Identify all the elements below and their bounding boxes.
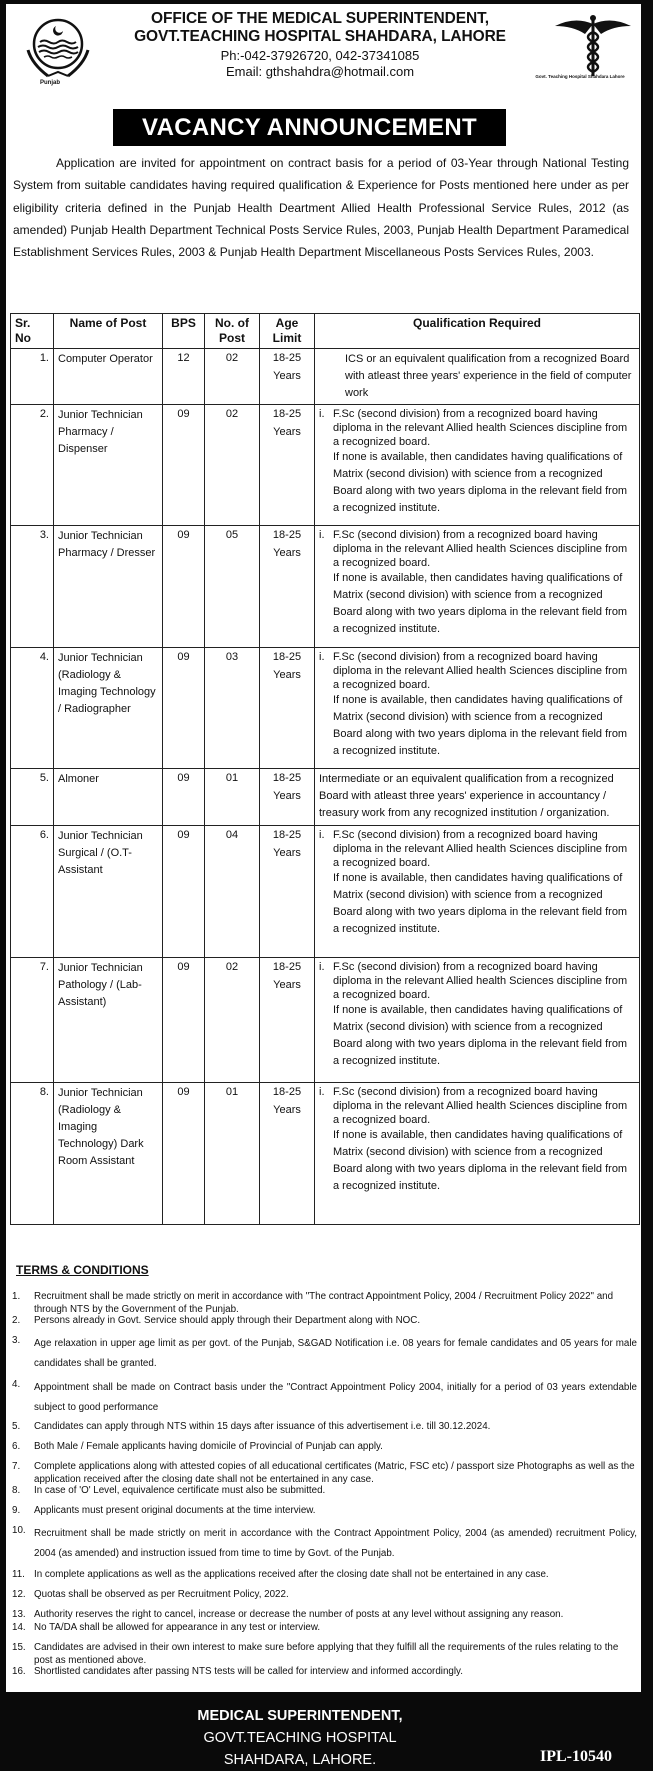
sr-number: 4. [11,648,54,769]
term-text: Authority reserves the right to cancel, increase or decrease the number of posts at any level without assigning any reason. [34,1609,564,1620]
term-item [12,1608,637,1621]
qualification-primary: F.Sc (second division) from a recognized board having diploma in the relevant Allied health Sciences discipline from a recognized board. [333,1086,628,1126]
sr-number: 8. [11,1083,54,1225]
table-row [11,405,640,526]
number-of-posts: 03 [205,648,260,769]
term-item [12,1621,637,1634]
age-limit [260,826,315,958]
age-limit [260,958,315,1083]
age-limit [260,648,315,769]
col-header-name: Name of Post [54,314,163,349]
table-row [11,526,640,648]
age-range: 18-25 [272,651,302,663]
signatory-hospital: GOVT.TEACHING HOSPITAL [203,1730,397,1746]
age-range: 18-25 [272,408,302,420]
terms-title: TERMS & CONDITIONS [16,1263,149,1277]
qualification-cell [315,1083,640,1225]
term-text: Shortlisted candidates after passing NTS tests will be called for interview and informed accordingly. [34,1666,463,1677]
term-item [12,1588,637,1601]
ipl-reference: IPL-10540 [540,1748,612,1765]
bps-grade: 09 [163,958,205,1083]
age-unit: Years [273,847,301,859]
list-marker: i. [319,961,325,973]
age-range: 18-25 [272,829,302,841]
term-text: Age relaxation in upper age limit as per govt. of the Punjab, S&GAD Notification i.e. 08 years for female candidates and 05 years for male candidates shall be granted. [34,1338,637,1369]
term-number: 4. [12,1379,21,1390]
term-item [12,1440,637,1453]
bps-grade: 09 [163,1083,205,1225]
term-number: 6. [12,1441,21,1452]
qualification-text: ICS or an equivalent qualification from a recognized Board with atleast three years' experience in the field of computer work [345,353,632,399]
age-limit [260,349,315,405]
term-text: Both Male / Female applicants having domicile of Provincial of Punjab can apply. [34,1441,383,1452]
bps-grade: 09 [163,405,205,526]
bps-grade: 09 [163,526,205,648]
hospital-logo-caption: Govt. Teaching Hospital Shahdara Lahore [535,74,625,79]
age-range: 18-25 [272,1086,302,1098]
qualification-alternative: If none is available, then candidates having qualifications of Matrix (second division) with science from a recognized Board along with two years diploma in the relevant field from a recognized institute. [333,572,628,635]
qualification-cell [315,526,640,648]
term-item [12,1290,637,1316]
number-of-posts: 01 [205,769,260,826]
col-header-no-of-post: No. of Post [205,314,260,349]
email-address: Email: gthshahdra@hotmail.com [225,64,415,79]
table-header-row [11,314,640,349]
punjab-emblem-logo [18,8,98,88]
term-number: 3. [12,1335,21,1346]
post-name: Computer Operator [54,349,163,405]
list-marker: i. [319,651,325,663]
intro-paragraph: Application are invited for appointment on contract basis for a period of 03-Year through National Testing System from suitable candidates having required qualification & Experience for Posts mentioned here under as per eligibility criteria defined in the Punjab Health Deartment Allied Health Professional Service Rules, 2012 (as amended) Punjab Health Department Technical Posts Service Rules, 2003, Punjab Health Department Paramedical Establishment Services Rules, 2003 & Punjab Health Department Miscellaneous Posts Services Rules, 2003. [13,156,629,260]
post-name: Junior Technician Pathology / (Lab- Assistant) [54,958,163,1083]
term-item [12,1378,637,1418]
vacancy-table [10,313,640,1225]
term-text: Recruitment shall be made strictly on merit in accordance with the Contract Appointment Policy, 2004 (as amended) recruitment Policy, 2004 (as amended) and instruction issued from time to time by Govt. of the Punjab. [34,1528,637,1559]
list-marker: i. [319,1086,325,1098]
term-item [12,1420,637,1433]
number-of-posts: 04 [205,826,260,958]
bps-grade: 09 [163,826,205,958]
age-unit: Years [273,979,301,991]
term-number: 9. [12,1505,21,1516]
col-header-qualification: Qualification Required [315,314,640,349]
table-row [11,958,640,1083]
number-of-posts: 02 [205,405,260,526]
term-item [12,1460,637,1486]
term-number: 5. [12,1421,21,1432]
post-name: Almoner [54,769,163,826]
term-text: Persons already in Govt. Service should apply through their Department along with NOC. [34,1315,421,1326]
term-text: Complete applications along with attested copies of all educational certificates (Matric, FSC etc) / passport size Photographs as well as the application received after the closing date shall not be entertained in any case. [34,1461,635,1485]
age-unit: Years [273,669,301,681]
post-name: Junior Technician (Radiology & Imaging Technology / Radiographer [54,648,163,769]
age-unit: Years [273,426,301,438]
qualification-alternative: If none is available, then candidates having qualifications of Matrix (second division) with science from a recognized Board along with two years diploma in the relevant field from a recognized institute. [333,872,628,935]
term-number: 15. [12,1642,26,1653]
term-item [12,1314,637,1327]
qualification-alternative: If none is available, then candidates having qualifications of Matrix (second division) with science from a recognized Board along with two years diploma in the relevant field from a recognized institute. [333,1004,628,1067]
table-row [11,349,640,405]
age-unit: Years [273,370,301,382]
post-name: Junior Technician (Radiology & Imaging Technology) Dark Room Assistant [54,1083,163,1225]
post-name: Junior Technician Pharmacy / Dresser [54,526,163,648]
signatory-location: SHAHDARA, LAHORE. [223,1752,377,1768]
age-limit [260,769,315,826]
vacancy-banner: VACANCY ANNOUNCEMENT [113,109,506,146]
table-row [11,769,640,826]
age-range: 18-25 [272,529,302,541]
col-header-age-limit: Age Limit [260,314,315,349]
term-number: 14. [12,1622,26,1633]
term-text: No TA/DA shall be allowed for appearance in any test or interview. [34,1622,321,1633]
term-number: 2. [12,1315,21,1326]
term-item [12,1504,637,1517]
term-item [12,1334,637,1374]
term-number: 7. [12,1461,21,1472]
qualification-cell [315,769,640,826]
list-marker: i. [319,529,325,541]
list-marker: i. [319,408,325,420]
qualification-alternative: If none is available, then candidates having qualifications of Matrix (second division) with science from a recognized Board along with two years diploma in the relevant field from a recognized institute. [333,451,628,514]
qualification-alternative: If none is available, then candidates having qualifications of Matrix (second division) with science from a recognized Board along with two years diploma in the relevant field from a recognized institute. [333,694,628,757]
term-text: Candidates are advised in their own interest to make sure before applying that they fulfill all the requirements of the rules relating to the post as mentioned above. [34,1642,619,1666]
age-limit [260,1083,315,1225]
term-item [12,1524,637,1564]
age-limit [260,405,315,526]
qualification-primary: F.Sc (second division) from a recognized board having diploma in the relevant Allied health Sciences discipline from a recognized board. [333,961,628,1001]
bps-grade: 09 [163,769,205,826]
number-of-posts: 02 [205,349,260,405]
sr-number: 1. [11,349,54,405]
table-row [11,1083,640,1225]
post-name: Junior Technician Surgical / (O.T- Assistant [54,826,163,958]
qualification-cell [315,648,640,769]
qualification-cell [315,405,640,526]
term-number: 12. [12,1589,26,1600]
punjab-logo-caption: Punjab [40,80,61,86]
sr-number: 3. [11,526,54,648]
age-range: 18-25 [272,961,302,973]
table-row [11,826,640,958]
bps-grade: 12 [163,349,205,405]
age-unit: Years [273,1104,301,1116]
table-row [11,648,640,769]
age-range: 18-25 [272,352,302,364]
number-of-posts: 01 [205,1083,260,1225]
qualification-cell [315,958,640,1083]
term-number: 16. [12,1666,26,1677]
office-title: OFFICE OF THE MEDICAL SUPERINTENDENT, [151,10,489,27]
qualification-cell [315,349,640,405]
age-unit: Years [273,547,301,559]
term-number: 1. [12,1291,21,1302]
qualification-primary: F.Sc (second division) from a recognized board having diploma in the relevant Allied health Sciences discipline from a recognized board. [333,829,628,869]
list-marker: i. [319,829,325,841]
term-number: 10. [12,1525,26,1536]
signatory-title: MEDICAL SUPERINTENDENT, [197,1708,403,1724]
post-name: Junior Technician Pharmacy / Dispenser [54,405,163,526]
term-number: 13. [12,1609,26,1620]
term-text: Appointment shall be made on Contract basis under the "Contract Appointment Policy 2004, initially for a period of 03 years extendable subject to good performance [34,1382,637,1413]
sr-number: 6. [11,826,54,958]
qualification-alternative: If none is available, then candidates having qualifications of Matrix (second division) with science from a recognized Board along with two years diploma in the relevant field from a recognized institute. [333,1129,628,1192]
term-text: In complete applications as well as the applications received after the closing date shall not be entertained in any case. [34,1569,549,1580]
term-text: Quotas shall be observed as per Recruitment Policy, 2022. [34,1589,289,1600]
term-item [12,1568,637,1581]
number-of-posts: 02 [205,958,260,1083]
col-header-bps: BPS [163,314,205,349]
term-item [12,1665,637,1678]
col-header-sr: Sr. No [11,314,54,349]
term-text: In case of 'O' Level, equivalence certificate must also be submitted. [34,1485,326,1496]
term-item [12,1484,637,1497]
age-limit [260,526,315,648]
qualification-text: Intermediate or an equivalent qualification from a recognized Board with atleast three years' experience in accountancy / treasury work from any recognized institution / organization. [319,773,614,819]
qualification-primary: F.Sc (second division) from a recognized board having diploma in the relevant Allied health Sciences discipline from a recognized board. [333,529,628,569]
sr-number: 2. [11,405,54,526]
term-text: Candidates can apply through NTS within 15 days after issuance of this advertisement i.e. till 30.12.2024. [34,1421,491,1432]
qualification-primary: F.Sc (second division) from a recognized board having diploma in the relevant Allied health Sciences discipline from a recognized board. [333,408,628,448]
hospital-name: GOVT.TEACHING HOSPITAL SHAHDARA, LAHORE [134,28,506,45]
term-text: Applicants must present original documents at the time interview. [34,1505,316,1516]
bps-grade: 09 [163,648,205,769]
qualification-primary: F.Sc (second division) from a recognized board having diploma in the relevant Allied health Sciences discipline from a recognized board. [333,651,628,691]
qualification-cell [315,826,640,958]
age-range: 18-25 [272,772,302,784]
sr-number: 5. [11,769,54,826]
term-text: Recruitment shall be made strictly on merit in accordance with "The contract Appointment Policy, 2004 / Recruitment Policy 2022" and through NTS by the Government of the Punjab. [34,1291,614,1315]
term-number: 11. [12,1569,25,1580]
number-of-posts: 05 [205,526,260,648]
age-unit: Years [273,790,301,802]
term-number: 8. [12,1485,21,1496]
term-item [12,1641,637,1667]
phone-numbers: Ph:-042-37926720, 042-37341085 [220,48,420,63]
sr-number: 7. [11,958,54,1083]
